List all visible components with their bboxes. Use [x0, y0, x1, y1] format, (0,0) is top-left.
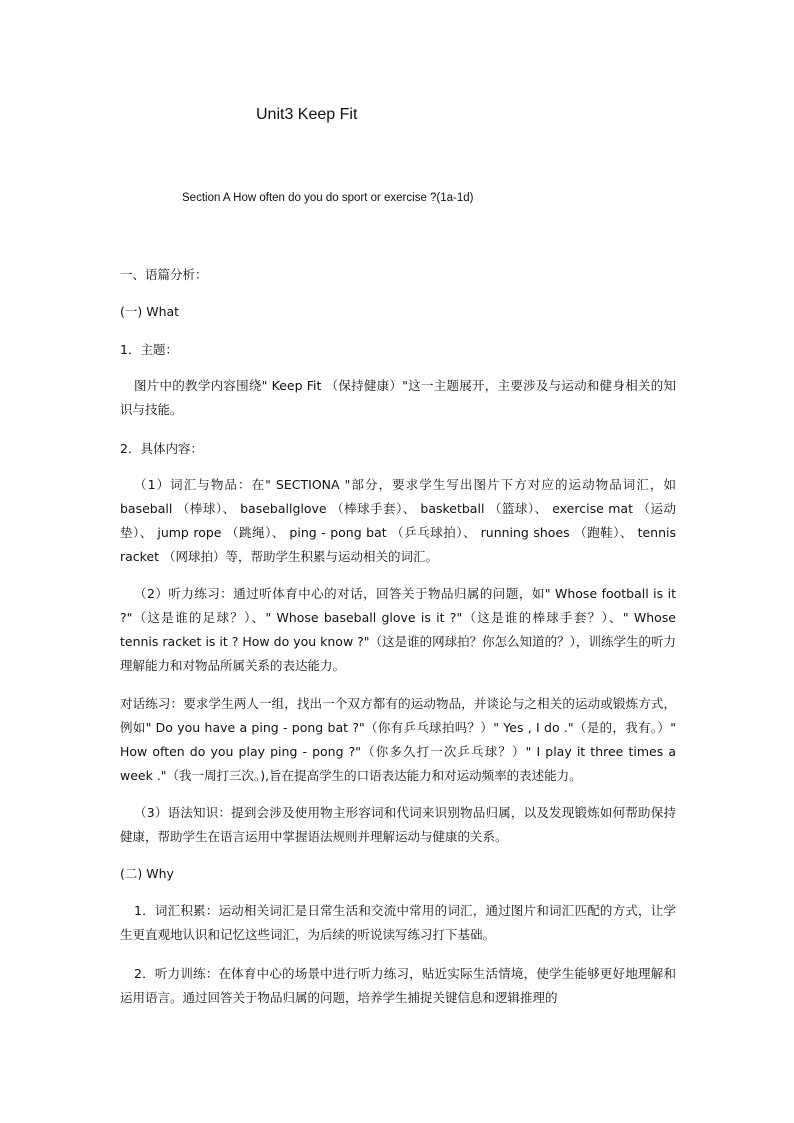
why-heading: (二) Why: [120, 866, 174, 881]
dialogue-practice-paragraph: 对话练习：要求学生两人一组，找出一个双方都有的运动物品，并谈论与之相关的运动或锻炼方式，例如" Do you have a ping - pong bat ?"（你有乒乓球拍吗？）" Yes , I do ."（是的，我有。）" How often do you play ping - pong ?"（你多久打一次乒乓球？）" I play it three times a week ."（我一周打三次。),旨在提高学生的口语表达能力和对运动频率的表述能力。: [120, 696, 676, 783]
content-item-3: （3）语法知识：提到会涉及使用物主形容词和代词来识别物品归属，以及发现锻炼如何帮助保持健康，帮助学生在语言运用中掌握语法规则并理解运动与健康的关系。: [120, 805, 676, 844]
content-heading: 2．具体内容：: [120, 441, 203, 456]
document-title: Unit3 Keep Fit: [256, 106, 358, 123]
why-item-1: 1．词汇积累：运动相关词汇是日常生活和交流中常用的词汇，通过图片和词汇匹配的方式，让学生更直观地认识和记忆这些词汇，为后续的听说读写练习打下基础。: [120, 903, 676, 942]
what-heading: (一) What: [120, 304, 180, 319]
why-item-2: 2．听力训练：在体育中心的场景中进行听力练习，贴近实际生活情境，使学生能够更好地理解和运用语言。通过回答关于物品归属的问题，培养学生捕捉关键信息和逻辑推理的: [120, 966, 676, 1005]
content-item-2: （2）听力练习：通过听体育中心的对话，回答关于物品归属的问题，如" Whose football is it ?"（这是谁的足球？）、" Whose baseball glove is it ?"（这是谁的棒球手套？）、" Whose tennis racket is it ? How do you know ?"（这是谁的网球拍？你怎么知道的？），训练学生的听力理解能力和对物品所属关系的表达能力。: [120, 586, 676, 673]
content-item-1: （1）词汇与物品：在" SECTIONA "部分，要求学生写出图片下方对应的运动物品词汇，如 baseball （棒球）、 baseballglove （棒球手套）、 basketball （篮球）、 exercise mat （运动垫）、 jump rope （跳绳）、 ping - pong bat （乒乓球拍）、 running shoes （跑鞋）、 tennis racket （网球拍）等，帮助学生积累与运动相关的词汇。: [120, 477, 676, 564]
document-subtitle: Section A How often do you do sport or exercise ?(1a-1d): [182, 192, 474, 204]
topic-heading: 1．主题：: [120, 342, 178, 357]
analysis-heading: 一、语篇分析：: [120, 267, 208, 282]
topic-paragraph: 图片中的教学内容围绕" Keep Fit （保持健康）"这一主题展开，主要涉及与运动和健身相关的知识与技能。: [120, 378, 676, 417]
